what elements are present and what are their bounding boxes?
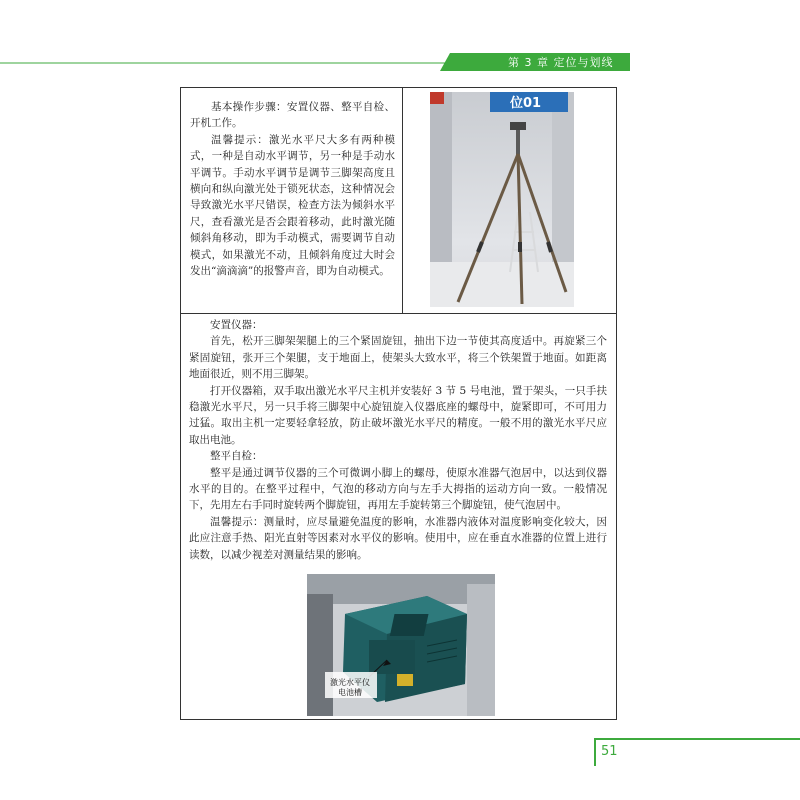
footer-rule (600, 738, 800, 740)
chapter-title: 第 3 章 定位与划线 (508, 56, 614, 69)
top-text-block (190, 99, 395, 279)
mode-tip-paragraph: 温馨提示：激光水平尺大多有两种模式，一种是自动水平调节，另一种是手动水平调节。手动水平调节是调节三脚架高度且横向和纵向激光处于锁死状态，这种情况会导致激光水平尺错误，检查方法为倾斜水平尺，查看激光是否会跟着移动，此时激光随倾斜角移动，即为手动模式，需要调节自动模式，如果激光不动，且倾斜角度过大时会发出“滴滴滴”的报警声音，即为自动模式。 (190, 133, 395, 278)
battery-slot-callout (330, 678, 370, 698)
setup-paragraph-2: 打开仪器箱，双手取出激光水平尺主机并安装好 3 节 5 号电池，置于架头，一只手扶稳激光水平尺，另一只手将三脚架中心旋钮旋入仪器底座的螺母中，旋紧即可，不可用力过猛。取出主机一定要轻拿轻放，防止破坏激光水平尺的精度。一般不用的激光水平尺应取出电池。 (189, 384, 607, 446)
leveling-heading: 整平自检： (210, 450, 263, 463)
header-rule (0, 62, 500, 64)
callout-line-2: 电池槽 (338, 688, 362, 697)
setup-heading: 安置仪器： (210, 319, 263, 331)
tripod-photo (430, 92, 574, 307)
bottom-text-block (189, 317, 607, 563)
page-number: 51 (601, 744, 618, 759)
leveling-paragraph: 整平是通过调节仪器的三个可微调小脚上的螺母，使原水准器气泡居中，以达到仪器水平的目的。在整平过程中，气泡的移动方向与左手大拇指的运动方向一致。一般情况下，先用左右手同时旋转两个脚旋钮，再用左手旋转第三个脚旋钮，使气泡居中。 (189, 466, 607, 512)
measurement-tip-paragraph: 温馨提示：测量时，应尽量避免温度的影响，水准器内液体对温度影响变化较大，因此应注意手热、阳光直射等因素对水平仪的影响。使用中，应在垂直水准器的位置上进行读数，以减少视差对测量结果的影响。 (189, 515, 607, 561)
vertical-divider (402, 87, 403, 314)
horizontal-divider (180, 313, 617, 314)
basic-steps-paragraph: 基本操作步骤：安置仪器、整平自检、开机工作。 (190, 101, 395, 130)
photo-sign-text: 位01 (510, 96, 542, 111)
callout-line-1: 激光水平仪 (330, 678, 370, 687)
setup-paragraph-1: 首先，松开三脚架架腿上的三个紧固旋钮，抽出下边一节使其高度适中。再旋紧三个紧固旋钮，张开三个架腿，支于地面上，使架头大致水平，将三个铁架置于地面。如距离地面很近，则不用三脚架。 (189, 335, 607, 381)
